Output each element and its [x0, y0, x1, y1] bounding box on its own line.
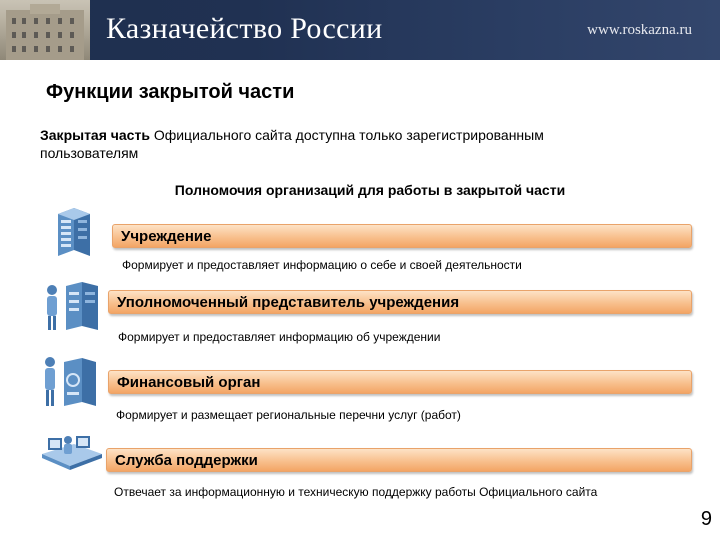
intro-rest: Официального сайта доступна только зарегистрированным пользователям	[40, 127, 544, 161]
page-title: Функции закрытой части	[46, 81, 295, 103]
role-bar-institution	[112, 224, 692, 248]
role-description: Формирует и размещает региональные перечни услуг (работ)	[116, 408, 461, 422]
person-safe-icon	[40, 354, 100, 410]
page-number: 9	[700, 508, 712, 530]
building-photo	[0, 0, 90, 60]
header-title: Казначейство России	[106, 12, 383, 45]
role-bar-support-service	[106, 448, 692, 472]
header-banner	[0, 0, 720, 60]
header-url[interactable]: www.roskazna.ru	[587, 22, 692, 38]
role-label: Служба поддержки	[115, 452, 258, 469]
role-label: Финансовый орган	[117, 374, 261, 391]
role-description: Формирует и предоставляет информацию о себе и своей деятельности	[122, 258, 522, 272]
role-description: Формирует и предоставляет информацию об учреждении	[118, 330, 441, 344]
role-bar-authorized-representative	[108, 290, 692, 314]
intro-bold: Закрытая часть	[40, 127, 150, 143]
support-workstation-icon	[40, 432, 104, 472]
subheading: Полномочия организаций для работы в закрытой части	[174, 182, 566, 198]
person-server-icon	[42, 280, 102, 332]
role-label: Учреждение	[121, 228, 212, 245]
intro-text	[40, 126, 640, 162]
role-description: Отвечает за информационную и техническую поддержку работы Официального сайта	[114, 485, 598, 499]
server-icon	[52, 206, 100, 258]
role-bar-financial-authority	[108, 370, 692, 394]
role-label: Уполномоченный представитель учреждения	[117, 294, 460, 311]
